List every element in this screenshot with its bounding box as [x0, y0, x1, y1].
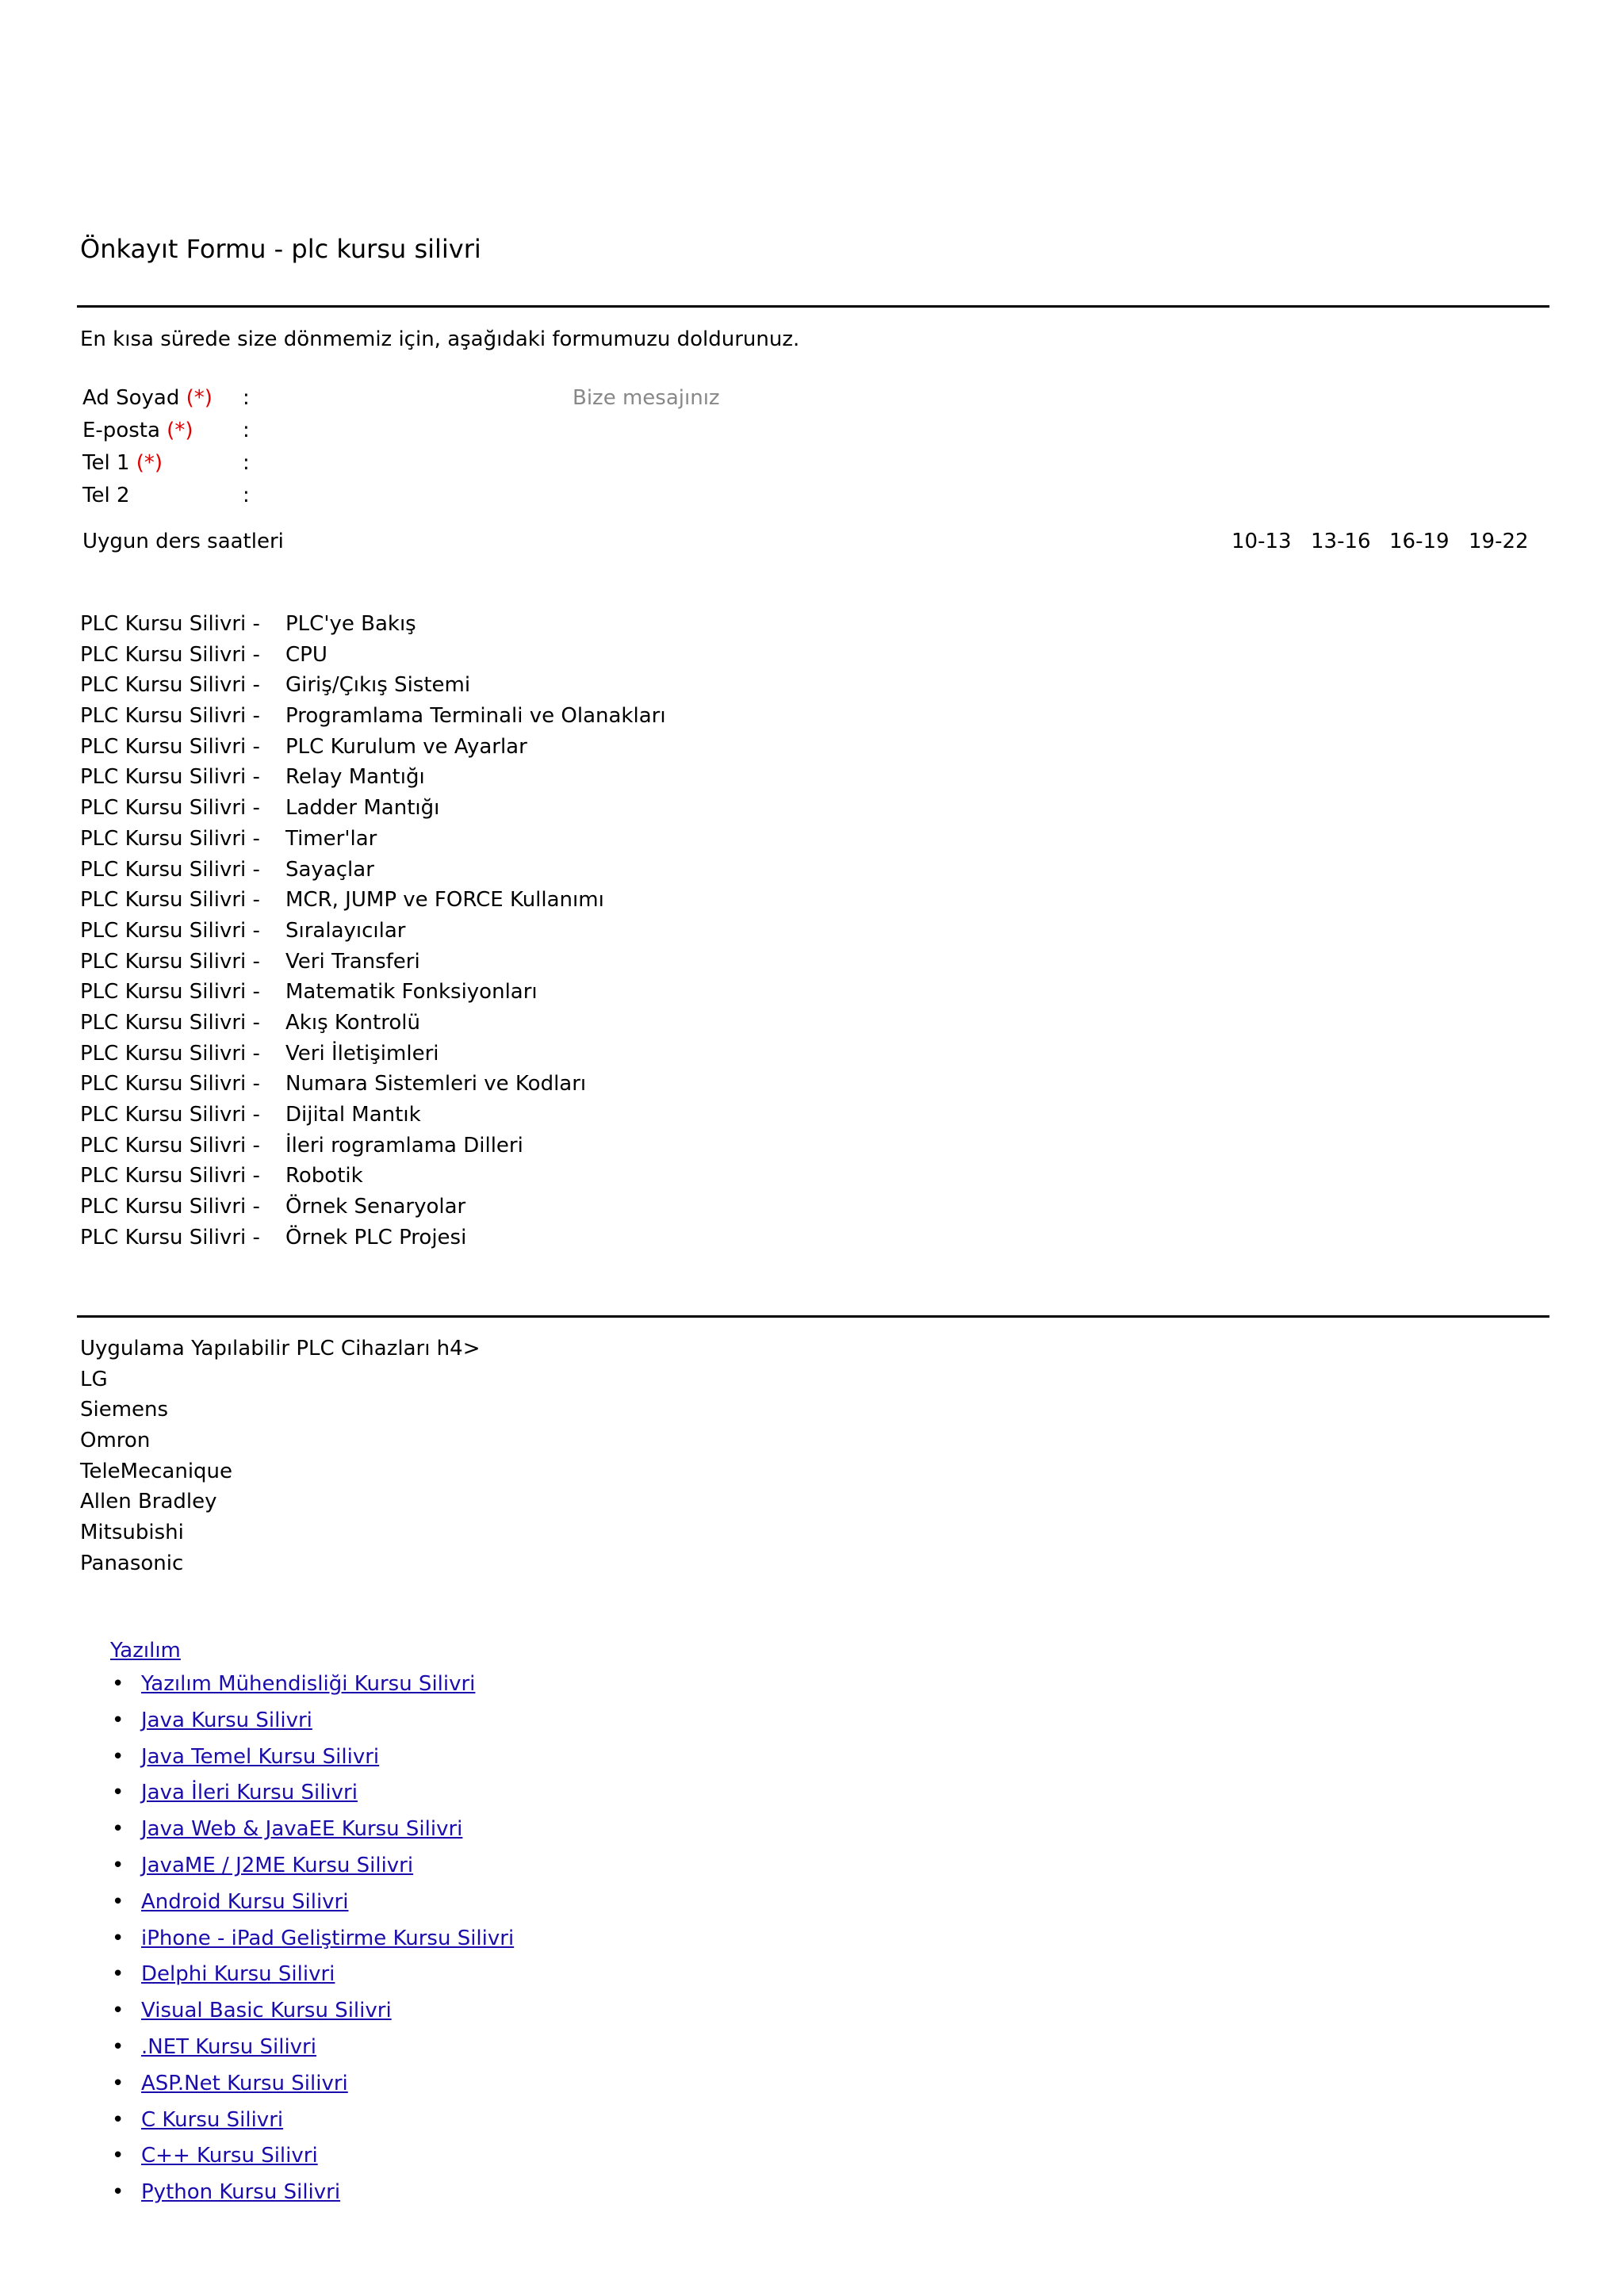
topic-prefix: PLC Kursu Silivri -	[80, 949, 260, 974]
nav-list-item	[110, 2138, 514, 2175]
bullet-icon: •	[112, 1781, 124, 1805]
required-mark: (*)	[167, 419, 193, 442]
topic-prefix: PLC Kursu Silivri -	[80, 1164, 260, 1188]
nav-list-item	[110, 1739, 514, 1776]
topic-name: PLC Kurulum ve Ayarlar	[285, 734, 527, 759]
nav-list-item	[110, 1703, 514, 1739]
topic-name: Relay Mantığı	[285, 765, 425, 790]
topic-prefix: PLC Kursu Silivri -	[80, 1195, 260, 1219]
topic-prefix: PLC Kursu Silivri -	[80, 1072, 260, 1096]
nav-link[interactable]: Python Kursu Silivri	[141, 2180, 341, 2205]
nav-link[interactable]: C Kursu Silivri	[141, 2107, 284, 2132]
nav-list-item	[110, 1775, 514, 1812]
topic-name: İleri rogramlama Dilleri	[285, 1133, 523, 1158]
phone-1-label: Tel 1 (*)	[82, 451, 163, 475]
bullet-icon: •	[112, 2034, 124, 2059]
bullet-icon: •	[112, 2071, 124, 2095]
topic-prefix: PLC Kursu Silivri -	[80, 1010, 260, 1035]
nav-link[interactable]: JavaME / J2ME Kursu Silivri	[141, 1853, 414, 1877]
nav-link[interactable]: Delphi Kursu Silivri	[141, 1962, 335, 1987]
nav-list-item	[110, 2103, 514, 2139]
nav-list-item	[110, 2030, 514, 2066]
hour-slot-10-13[interactable]: 10-13	[1231, 530, 1292, 553]
bullet-icon: •	[112, 1999, 124, 2023]
name-field[interactable]	[266, 384, 544, 411]
nav-link[interactable]: iPhone - iPad Geliştirme Kursu Silivri	[141, 1926, 515, 1950]
bullet-icon: •	[112, 2144, 124, 2168]
nav-list-item	[110, 1921, 514, 1957]
label-colon: :	[243, 386, 250, 410]
topic-name: Akış Kontrolü	[285, 1010, 420, 1035]
topic-name: Veri İletişimleri	[285, 1041, 439, 1066]
bullet-icon: •	[112, 1817, 124, 1842]
topic-name: Programlama Terminali ve Olanakları	[285, 704, 666, 729]
topic-prefix: PLC Kursu Silivri -	[80, 765, 260, 790]
topic-name: Numara Sistemleri ve Kodları	[285, 1072, 587, 1096]
name-label: Ad Soyad (*)	[82, 386, 213, 410]
nav-link[interactable]: C++ Kursu Silivri	[141, 2144, 318, 2168]
page-title: Önkayıt Formu - plc kursu silivri	[80, 234, 481, 264]
topic-name: PLC'ye Bakış	[285, 612, 416, 636]
required-mark: (*)	[136, 451, 163, 475]
topic-prefix: PLC Kursu Silivri -	[80, 1133, 260, 1158]
email-label: E-posta (*)	[82, 419, 193, 442]
topic-name: Örnek Senaryolar	[285, 1195, 466, 1219]
device-item: Allen Bradley	[80, 1490, 217, 1514]
device-item: Omron	[80, 1429, 151, 1453]
topic-prefix: PLC Kursu Silivri -	[80, 918, 260, 943]
device-item: Siemens	[80, 1398, 169, 1422]
nav-heading-link[interactable]: Yazılım	[110, 1639, 181, 1663]
nav-link[interactable]: ASP.Net Kursu Silivri	[141, 2071, 348, 2095]
topic-prefix: PLC Kursu Silivri -	[80, 734, 260, 759]
topic-name: MCR, JUMP ve FORCE Kullanımı	[285, 888, 604, 913]
topic-name: Ladder Mantığı	[285, 796, 440, 821]
hour-slot-19-22[interactable]: 19-22	[1469, 530, 1529, 553]
device-item: Panasonic	[80, 1551, 184, 1575]
topic-prefix: PLC Kursu Silivri -	[80, 673, 260, 698]
devices-heading: Uygulama Yapılabilir PLC Cihazları h4>	[80, 1337, 481, 1360]
phone-2-label: Tel 2	[82, 484, 130, 507]
nav-link[interactable]: Java Kursu Silivri	[141, 1708, 312, 1732]
device-item: LG	[80, 1367, 108, 1391]
required-mark: (*)	[186, 386, 213, 410]
topic-prefix: PLC Kursu Silivri -	[80, 1225, 260, 1249]
topic-name: Robotik	[285, 1164, 363, 1188]
bullet-icon: •	[112, 1672, 124, 1696]
bullet-icon: •	[112, 1744, 124, 1769]
nav-link[interactable]: Java Temel Kursu Silivri	[141, 1744, 380, 1769]
topic-prefix: PLC Kursu Silivri -	[80, 1103, 260, 1127]
device-item: Mitsubishi	[80, 1521, 184, 1545]
label-colon: :	[243, 484, 250, 507]
nav-list-item	[110, 1957, 514, 1993]
topic-name: Giriş/Çıkış Sistemi	[285, 673, 471, 698]
topic-prefix: PLC Kursu Silivri -	[80, 642, 260, 667]
bullet-icon: •	[112, 1962, 124, 1987]
bullet-icon: •	[112, 1853, 124, 1877]
topic-prefix: PLC Kursu Silivri -	[80, 1041, 260, 1066]
label-colon: :	[243, 419, 250, 442]
topic-prefix: PLC Kursu Silivri -	[80, 888, 260, 913]
topic-name: Sıralayıcılar	[285, 918, 406, 943]
intro-text: En kısa sürede size dönmemiz için, aşağıdaki formumuzu doldurunuz.	[80, 327, 800, 351]
topic-name: Matematik Fonksiyonları	[285, 980, 538, 1004]
topic-name: Sayaçlar	[285, 857, 374, 882]
nav-list-item	[110, 2175, 514, 2211]
bullet-icon: •	[112, 1926, 124, 1950]
email-field[interactable]	[266, 416, 544, 443]
bullet-icon: •	[112, 1889, 124, 1914]
top-divider	[77, 305, 1549, 308]
section-divider	[77, 1315, 1549, 1318]
device-item: TeleMecanique	[80, 1459, 233, 1483]
software-nav	[110, 1635, 514, 2211]
bullet-icon: •	[112, 2107, 124, 2132]
topic-name: Örnek PLC Projesi	[285, 1225, 467, 1249]
nav-link[interactable]: Visual Basic Kursu Silivri	[141, 1999, 392, 2023]
hour-slot-13-16[interactable]: 13-16	[1311, 530, 1371, 553]
nav-link[interactable]: Java İleri Kursu Silivri	[141, 1781, 358, 1805]
topic-name: CPU	[285, 642, 327, 667]
topic-prefix: PLC Kursu Silivri -	[80, 612, 260, 636]
bullet-icon: •	[112, 1708, 124, 1732]
topic-prefix: PLC Kursu Silivri -	[80, 796, 260, 821]
topic-name: Timer'lar	[285, 826, 377, 851]
topic-name: Dijital Mantık	[285, 1103, 421, 1127]
phone-1-field[interactable]	[266, 449, 544, 476]
nav-list-item	[110, 2066, 514, 2103]
nav-list-item	[110, 1885, 514, 1921]
nav-list-item	[110, 1812, 514, 1848]
hours-label: Uygun ders saatleri	[82, 530, 284, 553]
hour-slot-16-19[interactable]: 16-19	[1389, 530, 1450, 553]
nav-list-item	[110, 1848, 514, 1885]
nav-link[interactable]: .NET Kursu Silivri	[141, 2034, 316, 2059]
topic-name: Veri Transferi	[285, 949, 420, 974]
nav-list-item	[110, 1667, 514, 1703]
message-textarea[interactable]: Bize mesajınız	[573, 386, 720, 410]
label-colon: :	[243, 451, 250, 475]
topic-prefix: PLC Kursu Silivri -	[80, 857, 260, 882]
nav-list-item	[110, 1993, 514, 2030]
nav-link[interactable]: Android Kursu Silivri	[141, 1889, 349, 1914]
topic-prefix: PLC Kursu Silivri -	[80, 980, 260, 1004]
nav-link[interactable]: Java Web & JavaEE Kursu Silivri	[141, 1817, 463, 1842]
device-list	[80, 1334, 481, 1579]
topic-prefix: PLC Kursu Silivri -	[80, 826, 260, 851]
nav-link[interactable]: Yazılım Mühendisliği Kursu Silivri	[141, 1672, 476, 1696]
phone-2-field[interactable]	[266, 481, 544, 508]
topic-prefix: PLC Kursu Silivri -	[80, 704, 260, 729]
bullet-icon: •	[112, 2180, 124, 2205]
